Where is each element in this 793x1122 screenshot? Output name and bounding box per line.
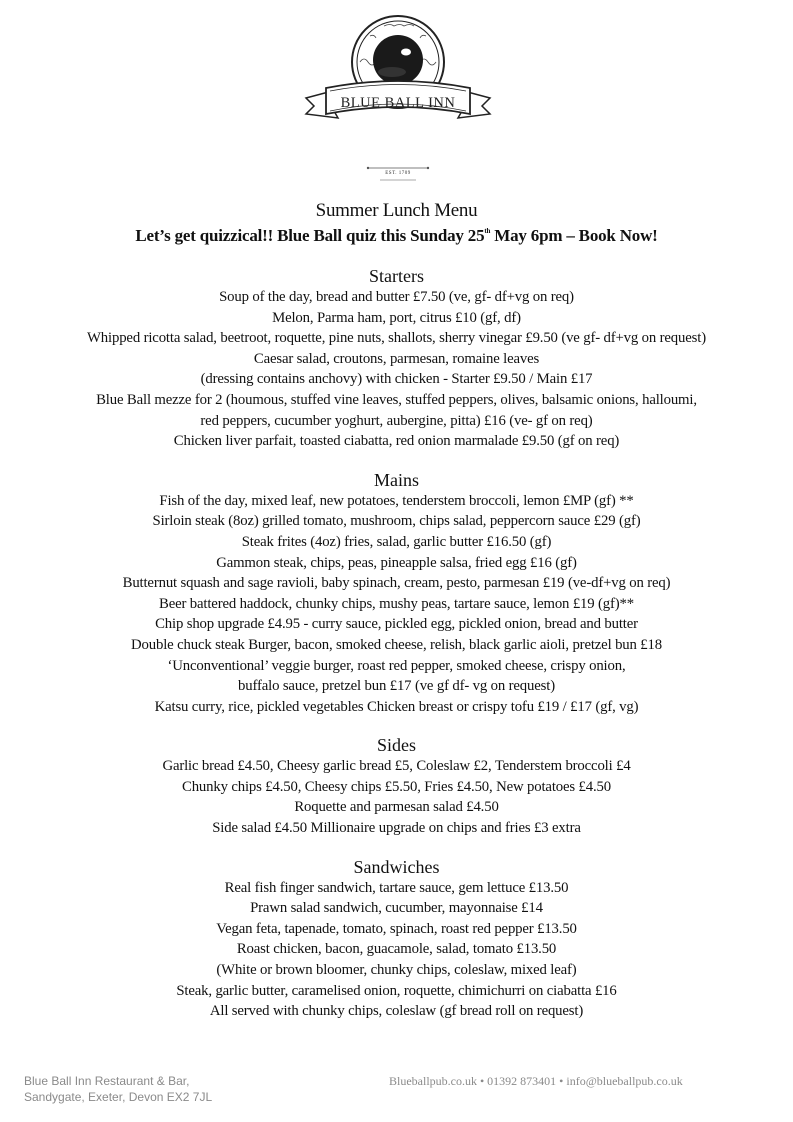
menu-item: Caesar salad, croutons, parmesan, romaine leaves [253, 350, 540, 367]
menu-item: Katsu curry, rice, pickled vegetables Chicken breast or crispy tofu £19 / £17 (gf, vg) [154, 698, 639, 715]
menu-item: Butternut squash and sage ravioli, baby spinach, cream, pesto, parmesan £19 (ve-df+vg on req) [122, 575, 671, 592]
menu-item: red peppers, cucumber yoghurt, aubergine, pitta) £16 (ve- gf on req) [200, 412, 593, 429]
menu-item: Chicken liver parfait, toasted ciabatta, red onion marmalade £9.50 (gf on req) [173, 433, 620, 450]
menu-item: Chunky chips £4.50, Cheesy chips £5.50, Fries £4.50, New potatoes £4.50 [182, 778, 611, 795]
logo-text: BLUE BALL INN [340, 95, 456, 111]
menu-item: Beer battered haddock, chunky chips, mushy peas, tartare sauce, lemon £19 (gf)** [159, 595, 634, 612]
section-starters [0, 265, 793, 452]
address-line-2: Sandygate, Exeter, Devon EX2 7JL [24, 1090, 213, 1104]
menu-item: Blue Ball mezze for 2 (houmous, stuffed vine leaves, stuffed peppers, olives, balsamic onions, halloumi, [96, 391, 697, 408]
section-title: Sides [376, 735, 416, 756]
page-title: Summer Lunch Menu [315, 200, 478, 221]
menu-body [0, 265, 793, 1039]
menu-item: All served with chunky chips, coleslaw (gf bread roll on request) [209, 1003, 584, 1020]
menu-item: Side salad £4.50 Millionaire upgrade on chips and fries £3 extra [212, 820, 581, 837]
quiz-date-suffix: th [484, 227, 491, 235]
quiz-text-end: May 6pm – Book Now! [490, 226, 658, 245]
menu-item: (White or brown bloomer, chunky chips, coleslaw, mixed leaf) [216, 962, 577, 979]
section-title: Starters [369, 266, 424, 286]
menu-item: Fish of the day, mixed leaf, new potatoes, tenderstem broccoli, lemon £MP (gf) ** [159, 492, 634, 509]
menu-item: Real fish finger sandwich, tartare sauce, gem lettuce £13.50 [224, 879, 569, 896]
menu-item: buffalo sauce, pretzel bun £17 (ve gf df- vg on request) [238, 678, 555, 695]
menu-item: Sirloin steak (8oz) grilled tomato, mushroom, chips salad, peppercorn sauce £29 (gf) [152, 513, 641, 530]
menu-item: Double chuck steak Burger, bacon, smoked cheese, relish, black garlic aioli, pretzel bun £18 [131, 636, 662, 653]
menu-item: Roast chicken, bacon, guacamole, salad, tomato £13.50 [236, 941, 557, 958]
menu-item: Roquette and parmesan salad £4.50 [294, 799, 499, 816]
section-sides [0, 734, 793, 838]
quiz-text-start: Let’s get quizzical!! Blue Ball quiz this Sunday 25 [135, 226, 485, 245]
footer-contact: Blueballpub.co.uk • 01392 873401 • info@blueballpub.co.uk [389, 1074, 683, 1088]
section-title: Sandwiches [353, 856, 440, 877]
established-year: EST. 1709 [385, 171, 411, 176]
footer-address [24, 1073, 212, 1105]
section-title: Mains [374, 469, 419, 490]
menu-item: Soup of the day, bread and butter £7.50 (ve, gf- df+vg on req) [219, 289, 574, 305]
menu-item: Melon, Parma ham, port, citrus £10 (gf, df) [272, 309, 521, 326]
section-mains [0, 469, 793, 718]
menu-item: Prawn salad sandwich, cucumber, mayonnaise £14 [250, 900, 543, 917]
menu-item: Steak, garlic butter, caramelised onion, roquette, chimichurri on ciabatta £16 [176, 982, 617, 999]
menu-item: Gammon steak, chips, peas, pineapple salsa, fried egg £16 (gf) [216, 554, 577, 571]
menu-item: Garlic bread £4.50, Cheesy garlic bread £5, Coleslaw £2, Tenderstem broccoli £4 [162, 758, 631, 775]
menu-item: ‘Unconventional’ veggie burger, roast red pepper, smoked cheese, crispy onion, [167, 657, 626, 674]
section-sandwiches [0, 856, 793, 1022]
quiz-announcement [0, 225, 793, 247]
menu-item: Steak frites (4oz) fries, salad, garlic butter £16.50 (gf) [241, 533, 552, 550]
address-line-1: Blue Ball Inn Restaurant & Bar, [24, 1074, 190, 1088]
menu-item: (dressing contains anchovy) with chicken - Starter £9.50 / Main £17 [200, 371, 593, 388]
blue-ball-inn-logo [296, 14, 500, 134]
menu-item: Whipped ricotta salad, beetroot, roquette, pine nuts, shallots, sherry vinegar £9.50 (ve gf- df+vg on request) [87, 330, 706, 347]
menu-item: Vegan feta, tapenade, tomato, spinach, roast red pepper £13.50 [216, 920, 577, 937]
menu-item: Chip shop upgrade £4.95 - curry sauce, pickled egg, pickled onion, bread and butter [155, 616, 638, 633]
